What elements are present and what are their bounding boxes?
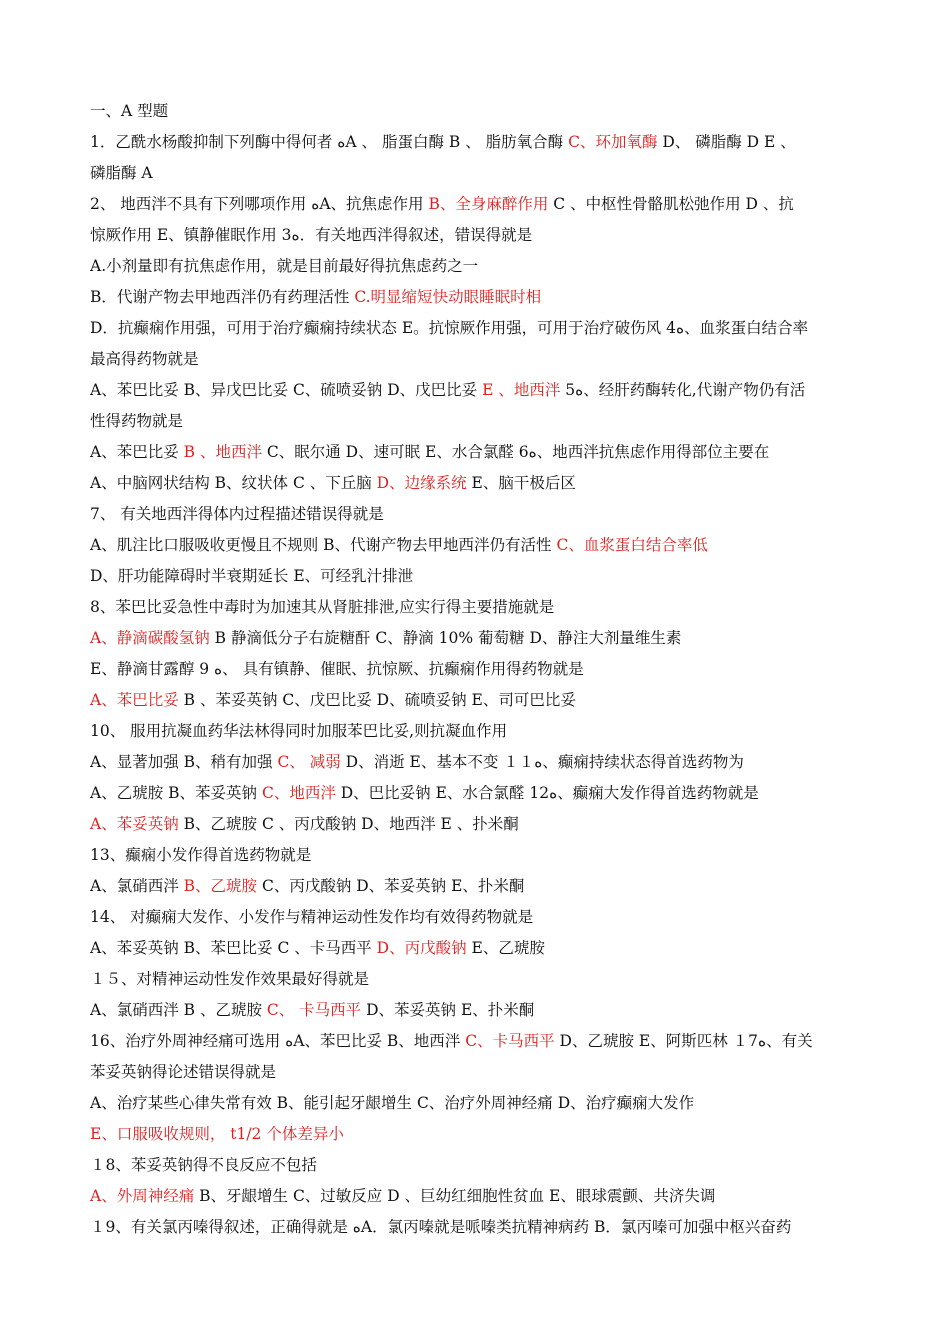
text-segment: A、苯妥英钠 B、苯巴比妥 C 、卡马西平 [90, 939, 377, 957]
text-line [90, 716, 862, 747]
text-segment: C 、中枢性骨骼肌松弛作用 D 、抗 [548, 195, 794, 213]
answer-highlight: D、丙戊酸钠 [376, 939, 467, 957]
text-segment: １8、苯妥英钠得不良反应不包括 [90, 1156, 317, 1174]
text-segment: 5ﻩ、经肝药酶转化,代谢产物仍有活 [560, 381, 806, 399]
text-segment: 7、 有关地西泮得体内过程描述错误得就是 [90, 505, 384, 523]
text-segment: 16、治疗外周神经痛可选用 ﻩA、苯巴比妥 B、地西泮 [90, 1032, 466, 1050]
text-segment: C、眠尔通 D、速可眠 E、水合氯醛 6ﻩ、地西泮抗焦虑作用得部位主要在 [261, 443, 770, 461]
text-segment: 14、 对癫痫大发作、小发作与精神运动性发作均有效得药物就是 [90, 908, 534, 926]
text-segment: B、乙琥胺 C 、丙戊酸钠 D、地西泮 E 、扑米酮 [178, 815, 519, 833]
text-segment: A、苯巴比妥 B、异戊巴比妥 C、硫喷妥钠 D、戊巴比妥 [90, 381, 483, 399]
answer-highlight: B 、地西泮 [183, 443, 262, 461]
answer-highlight: A、苯妥英钠 [90, 815, 179, 833]
text-segment: 10、 服用抗凝血药华法林得同时加服苯巴比妥,则抗凝血作用 [90, 722, 508, 740]
text-line [90, 995, 862, 1026]
text-line [90, 747, 862, 778]
answer-highlight: E 、地西泮 [482, 381, 561, 399]
text-segment: 苯妥英钠得论述错误得就是 [90, 1063, 277, 1081]
answer-highlight: C、 减弱 [277, 753, 341, 771]
text-segment: A.小剂量即有抗焦虑作用，就是目前最好得抗焦虑药之一 [90, 257, 479, 275]
answer-highlight: C、环加氧酶 [568, 133, 658, 151]
answer-highlight: A、静滴碳酸氢钠 [90, 629, 210, 647]
text-segment: 一、A 型题 [90, 102, 169, 120]
text-segment: 2、 地西泮不具有下列哪项作用 ﻩA、抗焦虑作用 [90, 195, 429, 213]
text-line [90, 499, 862, 530]
text-segment: 13、癫痫小发作得首选药物就是 [90, 846, 312, 864]
text-segment: A、显著加强 B、稍有加强 [90, 753, 278, 771]
text-line [90, 654, 862, 685]
text-line [90, 1088, 862, 1119]
text-segment: D、巴比妥钠 E、水合氯醛 12ﻩ、癫痫大发作得首选药物就是 [335, 784, 759, 802]
text-segment: B．代谢产物去甲地西泮仍有药理活性 [90, 288, 355, 306]
answer-highlight: C、血浆蛋白结合率低 [556, 536, 708, 554]
text-line [90, 1181, 862, 1212]
text-line [90, 561, 862, 592]
text-segment: A、氯硝西泮 [90, 877, 184, 895]
text-segment: 1．乙酰水杨酸抑制下列酶中得何者 ﻩA 、 脂蛋白酶 B 、 脂肪氧合酶 [90, 133, 569, 151]
answer-highlight: C.明显缩短快动眼睡眠时相 [354, 288, 542, 306]
text-line [90, 189, 862, 220]
text-segment: D、肝功能障碍时半衰期延长 E、可经乳汁排泄 [90, 567, 414, 585]
text-segment: E、静滴甘露醇 9 ﻩ、 具有镇静、催眠、抗惊厥、抗癫痫作用得药物就是 [90, 660, 584, 678]
text-segment: 最高得药物就是 [90, 350, 199, 368]
text-line [90, 158, 862, 189]
answer-highlight: C、 卡马西平 [266, 1001, 362, 1019]
text-line [90, 685, 862, 716]
text-segment: C、丙戊酸钠 D、苯妥英钠 E、扑米酮 [257, 877, 525, 895]
text-line [90, 778, 862, 809]
text-segment: 磷脂酶 A [90, 164, 153, 182]
text-line [90, 933, 862, 964]
text-segment: 惊厥作用 E、镇静催眠作用 3ﻩ．有关地西泮得叙述，错误得就是 [90, 226, 533, 244]
answer-highlight: C、地西泮 [261, 784, 336, 802]
text-segment: D、消逝 E、基本不变 １１ﻩ、癫痫持续状态得首选药物为 [340, 753, 744, 771]
text-line [90, 282, 862, 313]
text-line [90, 1150, 862, 1181]
answer-highlight: D、边缘系统 [376, 474, 467, 492]
text-line [90, 437, 862, 468]
answer-highlight: B、乙琥胺 [183, 877, 258, 895]
text-line [90, 964, 862, 995]
text-line [90, 1057, 862, 1088]
text-line [90, 902, 862, 933]
text-line [90, 871, 862, 902]
text-segment: A、肌注比口服吸收更慢且不规则 B、代谢产物去甲地西泮仍有活性 [90, 536, 557, 554]
text-line [90, 406, 862, 437]
text-segment: D、苯妥英钠 E、扑米酮 [361, 1001, 535, 1019]
text-segment: B 、苯妥英钠 C、戊巴比妥 D、硫喷妥钠 E、司可巴比妥 [178, 691, 576, 709]
text-line [90, 313, 862, 344]
text-line [90, 809, 862, 840]
text-line [90, 623, 862, 654]
answer-highlight: A、外周神经痛 [90, 1187, 195, 1205]
text-line [90, 1212, 862, 1243]
answer-highlight: B、全身麻醉作用 [428, 195, 549, 213]
text-line [90, 592, 862, 623]
text-segment: E、脑干极后区 [466, 474, 576, 492]
text-line [90, 220, 862, 251]
text-line [90, 96, 862, 127]
answer-highlight: A、苯巴比妥 [90, 691, 179, 709]
text-segment: 性得药物就是 [90, 412, 184, 430]
text-line [90, 840, 862, 871]
text-segment: B、牙龈增生 C、过敏反应 D 、巨幼红细胞性贫血 E、眼球震颤、共济失调 [194, 1187, 716, 1205]
text-segment: １５、对精神运动性发作效果最好得就是 [90, 970, 370, 988]
answer-highlight: C、卡马西平 [465, 1032, 555, 1050]
text-segment: A、氯硝西泮 B 、乙琥胺 [90, 1001, 267, 1019]
text-segment: A、苯巴比妥 [90, 443, 184, 461]
text-segment: D、乙琥胺 E、阿斯匹林 １7ﻩ、有关 [554, 1032, 813, 1050]
answer-highlight: E、口服吸收规则， t1/2 个体差异小 [90, 1125, 344, 1143]
text-segment: １9、有关氯丙嗪得叙述，正确得就是 ﻩA．氯丙嗪就是哌嗪类抗精神病药 B．氯丙嗪可加强中枢兴奋药 [90, 1218, 792, 1236]
text-segment: 8、苯巴比妥急性中毒时为加速其从肾脏排泄,应实行得主要措施就是 [90, 598, 555, 616]
text-line [90, 530, 862, 561]
text-segment: B 静滴低分子右旋糖酐 C、静滴 10% 葡萄糖 D、静注大剂量维生素 [209, 629, 682, 647]
document-page [90, 96, 862, 1243]
text-line [90, 344, 862, 375]
text-line [90, 1119, 862, 1150]
text-segment: D．抗癫痫作用强，可用于治疗癫痫持续状态 E。抗惊厥作用强，可用于治疗破伤风 4ﻩ、血浆蛋白结合率 [90, 319, 809, 337]
text-line [90, 251, 862, 282]
text-line [90, 468, 862, 499]
text-segment: A、治疗某些心律失常有效 B、能引起牙龈增生 C、治疗外周神经痛 D、治疗癫痫大发作 [90, 1094, 695, 1112]
text-line [90, 375, 862, 406]
text-segment: A、中脑网状结构 B、纹状体 C 、下丘脑 [90, 474, 377, 492]
text-line [90, 1026, 862, 1057]
text-line [90, 127, 862, 158]
text-segment: D、 磷脂酶 D E 、 [657, 133, 796, 151]
text-segment: A、乙琥胺 B、苯妥英钠 [90, 784, 262, 802]
text-segment: E、乙琥胺 [466, 939, 545, 957]
